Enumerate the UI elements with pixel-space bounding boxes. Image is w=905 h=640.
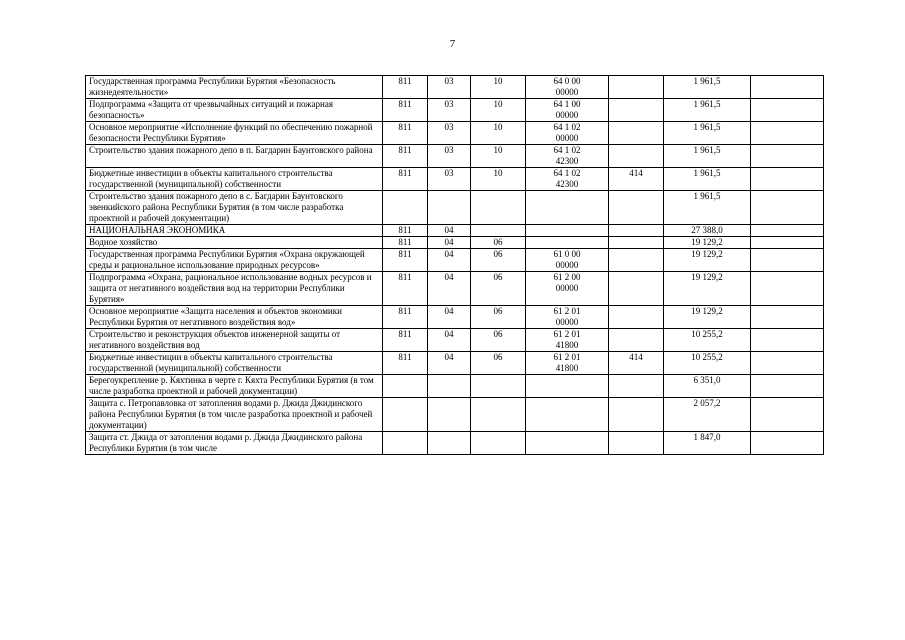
ministry-code-cell: 811 [383, 225, 428, 237]
target-article-cell [526, 398, 609, 432]
amount-cell: 6 351,0 [664, 375, 751, 398]
subsection-cell: 10 [471, 122, 526, 145]
amount-cell: 19 129,2 [664, 237, 751, 249]
section-cell [428, 375, 471, 398]
amount-cell: 1 961,5 [664, 122, 751, 145]
target-article-cell [526, 237, 609, 249]
extra-cell [751, 237, 824, 249]
ministry-code-cell: 811 [383, 306, 428, 329]
expense-name-cell: Бюджетные инвестиции в объекты капитального строительства государственной (муниципальной) собственности [86, 168, 383, 191]
extra-cell [751, 352, 824, 375]
table-row [86, 168, 824, 191]
expense-name-cell: Государственная программа Республики Бурятия «Безопасность жизнедеятельности» [86, 76, 383, 99]
table-row [86, 237, 824, 249]
expense-name-cell: Берегоукрепление р. Кяхтинка в черте г. Кяхта Республики Бурятия (в том числе разработка проектной и рабочей документации) [86, 375, 383, 398]
ministry-code-cell: 811 [383, 145, 428, 168]
target-article-cell: 61 2 01 41800 [526, 352, 609, 375]
expense-name-cell: Защита с. Петропавловка от затопления водами р. Джида Джидинского района Республики Бурятия (в том числе разработка проектной и рабочей документации) [86, 398, 383, 432]
target-article-cell: 61 2 00 00000 [526, 272, 609, 306]
target-article-cell [526, 432, 609, 455]
extra-cell [751, 99, 824, 122]
amount-cell: 10 255,2 [664, 352, 751, 375]
table-row [86, 145, 824, 168]
ministry-code-cell: 811 [383, 168, 428, 191]
expense-type-cell [609, 122, 664, 145]
ministry-code-cell: 811 [383, 122, 428, 145]
amount-cell: 19 129,2 [664, 306, 751, 329]
table-row [86, 249, 824, 272]
section-cell: 03 [428, 122, 471, 145]
section-cell [428, 398, 471, 432]
section-cell: 04 [428, 272, 471, 306]
target-article-cell [526, 375, 609, 398]
expense-name-cell: Строительство здания пожарного депо в п. Багдарин Баунтовского района [86, 145, 383, 168]
subsection-cell: 06 [471, 329, 526, 352]
extra-cell [751, 168, 824, 191]
table-row [86, 225, 824, 237]
section-cell: 04 [428, 329, 471, 352]
subsection-cell: 06 [471, 272, 526, 306]
ministry-code-cell: 811 [383, 99, 428, 122]
expense-type-cell: 414 [609, 352, 664, 375]
expense-name-cell: Строительство и реконструкция объектов инженерной защиты от негативного воздействия вод [86, 329, 383, 352]
extra-cell [751, 398, 824, 432]
amount-cell: 27 388,0 [664, 225, 751, 237]
extra-cell [751, 432, 824, 455]
extra-cell [751, 306, 824, 329]
section-cell: 03 [428, 76, 471, 99]
extra-cell [751, 329, 824, 352]
section-cell [428, 432, 471, 455]
extra-cell [751, 191, 824, 225]
ministry-code-cell: 811 [383, 237, 428, 249]
expense-name-cell: Бюджетные инвестиции в объекты капитального строительства государственной (муниципальной) собственности [86, 352, 383, 375]
expense-name-cell: Защита ст. Джида от затопления водами р. Джида Джидинского района Республики Бурятия (в том числе [86, 432, 383, 455]
expense-type-cell [609, 249, 664, 272]
ministry-code-cell [383, 398, 428, 432]
section-cell: 04 [428, 306, 471, 329]
subsection-cell: 10 [471, 168, 526, 191]
extra-cell [751, 225, 824, 237]
expense-type-cell [609, 329, 664, 352]
table-row [86, 432, 824, 455]
subsection-cell [471, 432, 526, 455]
target-article-cell: 64 1 00 00000 [526, 99, 609, 122]
section-cell [428, 191, 471, 225]
amount-cell: 1 961,5 [664, 191, 751, 225]
amount-cell: 1 847,0 [664, 432, 751, 455]
expense-name-cell: Подпрограмма «Защита от чрезвычайных ситуаций и пожарная безопасность» [86, 99, 383, 122]
target-article-cell: 64 0 00 00000 [526, 76, 609, 99]
ministry-code-cell [383, 432, 428, 455]
expense-type-cell [609, 76, 664, 99]
table-row [86, 272, 824, 306]
table-row [86, 122, 824, 145]
amount-cell: 1 961,5 [664, 76, 751, 99]
subsection-cell: 06 [471, 352, 526, 375]
expense-type-cell [609, 225, 664, 237]
expense-name-cell: НАЦИОНАЛЬНАЯ ЭКОНОМИКА [86, 225, 383, 237]
target-article-cell [526, 225, 609, 237]
section-cell: 04 [428, 225, 471, 237]
expense-name-cell: Подпрограмма «Охрана, рациональное использование водных ресурсов и защита от негативного воздействия вод на территории Республики Бурятия» [86, 272, 383, 306]
expense-name-cell: Основное мероприятие «Исполнение функций по обеспечению пожарной безопасности Республики Бурятия» [86, 122, 383, 145]
amount-cell: 1 961,5 [664, 168, 751, 191]
table-body [86, 76, 824, 455]
target-article-cell: 64 1 02 42300 [526, 145, 609, 168]
ministry-code-cell [383, 191, 428, 225]
table-row [86, 352, 824, 375]
expense-name-cell: Государственная программа Республики Бурятия «Охрана окружающей среды и рациональное использование природных ресурсов» [86, 249, 383, 272]
expense-type-cell [609, 306, 664, 329]
page-number: 7 [449, 38, 456, 50]
amount-cell: 2 057,2 [664, 398, 751, 432]
section-cell: 04 [428, 249, 471, 272]
expense-type-cell [609, 375, 664, 398]
subsection-cell: 10 [471, 145, 526, 168]
extra-cell [751, 272, 824, 306]
ministry-code-cell: 811 [383, 272, 428, 306]
expense-type-cell [609, 191, 664, 225]
ministry-code-cell: 811 [383, 249, 428, 272]
ministry-code-cell: 811 [383, 352, 428, 375]
table-row [86, 99, 824, 122]
table-row [86, 76, 824, 99]
target-article-cell: 64 1 02 00000 [526, 122, 609, 145]
ministry-code-cell: 811 [383, 329, 428, 352]
subsection-cell: 06 [471, 237, 526, 249]
ministry-code-cell: 811 [383, 76, 428, 99]
target-article-cell: 61 0 00 00000 [526, 249, 609, 272]
expense-type-cell [609, 432, 664, 455]
subsection-cell [471, 225, 526, 237]
amount-cell: 1 961,5 [664, 99, 751, 122]
expense-type-cell [609, 272, 664, 306]
expense-type-cell: 414 [609, 168, 664, 191]
extra-cell [751, 122, 824, 145]
table-row [86, 375, 824, 398]
subsection-cell [471, 191, 526, 225]
target-article-cell [526, 191, 609, 225]
expense-name-cell: Строительство здания пожарного депо в с. Багдарин Баунтовского эвенкийского района Республики Бурятия (в том числе разработка проектной и рабочей документации) [86, 191, 383, 225]
subsection-cell: 10 [471, 76, 526, 99]
subsection-cell: 06 [471, 306, 526, 329]
expense-type-cell [609, 99, 664, 122]
extra-cell [751, 145, 824, 168]
section-cell: 04 [428, 352, 471, 375]
table-row [86, 329, 824, 352]
extra-cell [751, 375, 824, 398]
amount-cell: 19 129,2 [664, 272, 751, 306]
budget-table [85, 75, 824, 455]
section-cell: 03 [428, 145, 471, 168]
subsection-cell: 06 [471, 249, 526, 272]
subsection-cell: 10 [471, 99, 526, 122]
subsection-cell [471, 375, 526, 398]
subsection-cell [471, 398, 526, 432]
expense-name-cell: Основное мероприятие «Защита населения и объектов экономики Республики Бурятия от негативного воздействия вод» [86, 306, 383, 329]
expense-type-cell [609, 145, 664, 168]
expense-type-cell [609, 398, 664, 432]
expense-type-cell [609, 237, 664, 249]
extra-cell [751, 249, 824, 272]
target-article-cell: 61 2 01 41800 [526, 329, 609, 352]
ministry-code-cell [383, 375, 428, 398]
section-cell: 03 [428, 168, 471, 191]
amount-cell: 10 255,2 [664, 329, 751, 352]
table-row [86, 191, 824, 225]
table-row [86, 306, 824, 329]
amount-cell: 1 961,5 [664, 145, 751, 168]
extra-cell [751, 76, 824, 99]
section-cell: 04 [428, 237, 471, 249]
target-article-cell: 64 1 02 42300 [526, 168, 609, 191]
amount-cell: 19 129,2 [664, 249, 751, 272]
expense-name-cell: Водное хозяйство [86, 237, 383, 249]
section-cell: 03 [428, 99, 471, 122]
table-row [86, 398, 824, 432]
target-article-cell: 61 2 01 00000 [526, 306, 609, 329]
